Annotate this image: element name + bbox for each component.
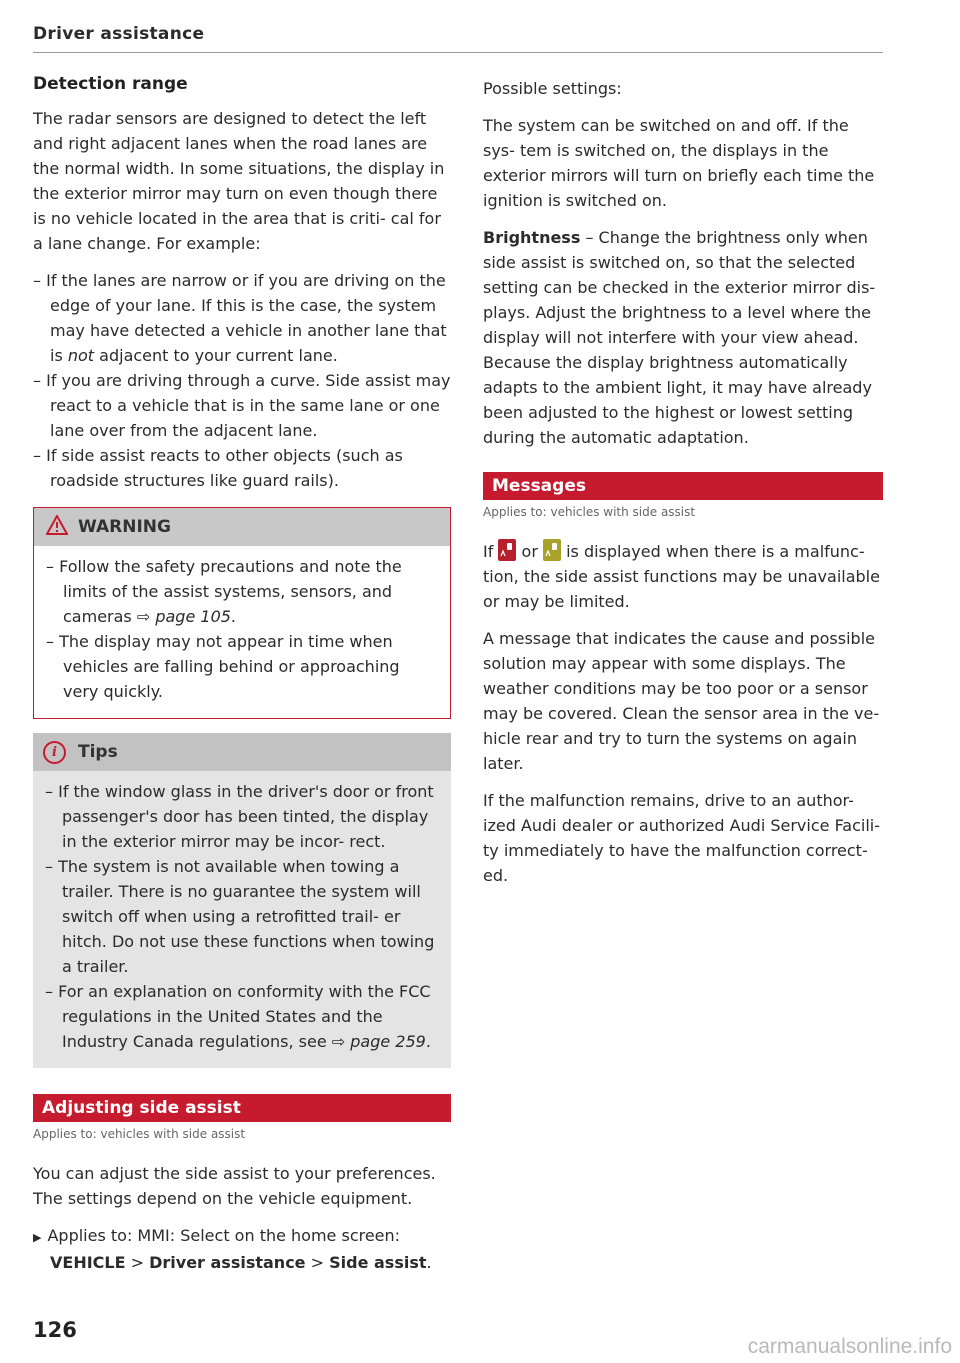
tips-box: [33, 733, 451, 1068]
tips-body: [33, 771, 451, 1068]
brightness-paragraph: Brightness – Change the brightness only when side assist is switched on, so that the selected setting can be checked in the exterior mirror dis- plays. Adjust the brightness to a level where the display will not interfere with your view ahead. Because the display brightness automatically adapts to the ambient light, it may have already been adjusted to the highest or lowest setting during the automatic adaptation.: [483, 228, 876, 447]
warning-title: WARNING: [78, 517, 171, 537]
warning-body: [34, 546, 450, 718]
list-item: – If you are driving through a curve. Side assist may react to a vehicle that is in the same lane or one lane over from the adjacent lane.: [33, 368, 451, 443]
page-reference-link[interactable]: ⇨ page 105: [136, 607, 231, 626]
system-paragraph: The system can be switched on and off. If the sys- tem is switched on, the displays in the exterior mirrors will turn on briefly each time the ignition is switched on.: [483, 116, 875, 210]
step-instruction: ▶ Applies to: MMI: Select on the home screen: VEHICLE > Driver assistance > Side assist.: [33, 1226, 432, 1272]
list-item: – Follow the safety precautions and note the limits of the assist systems, sensors, and cameras ⇨ page 105.: [46, 554, 438, 629]
left-column: [33, 74, 451, 1275]
brightness-label: Brightness: [483, 228, 581, 247]
detection-range-heading: Detection range: [33, 74, 188, 94]
side-assist-red-icon: [498, 539, 516, 561]
right-column: [483, 76, 883, 900]
warning-triangle-icon: [46, 515, 68, 540]
list-item: – The system is not available when towing a trailer. There is no guarantee the system will switch off when using a retrofitted trail- er hitch. Do not use these functions when towing a trailer.: [45, 854, 439, 979]
adjusting-side-assist-heading: Adjusting side assist: [33, 1094, 451, 1122]
applies-note: Applies to: vehicles with side assist: [33, 1127, 246, 1141]
side-assist-yellow-icon: [543, 539, 561, 561]
detection-range-paragraph: The radar sensors are designed to detect the left and right adjacent lanes when the road lanes are the normal width. In some situations, the display in the exterior mirror may turn on even though there is no vehicle located in the area that is criti- cal for a lane change. For example:: [33, 109, 445, 253]
messages-paragraph: If or is displayed when there is a malfunc- tion, the side assist functions may be unavailable or may be limited.: [483, 539, 883, 614]
list-item: – The display may not appear in time when vehicles are falling behind or approaching very quickly.: [46, 629, 438, 704]
malfunction-paragraph: If the malfunction remains, drive to an author- ized Audi dealer or authorized Audi Service Facili- ty immediately to have the malfunction correct- ed.: [483, 791, 881, 885]
messages-heading: Messages: [483, 472, 883, 500]
page-number: 126: [33, 1318, 77, 1342]
adjust-paragraph: You can adjust the side assist to your preferences. The settings depend on the vehicle equipment.: [33, 1164, 436, 1208]
tips-title: Tips: [78, 742, 118, 762]
list-item: – If side assist reacts to other objects (such as roadside structures like guard rails).: [33, 443, 451, 493]
menu-path-driver-assistance: Driver assistance: [149, 1253, 306, 1272]
menu-path-vehicle: VEHICLE: [50, 1253, 126, 1272]
info-icon: i: [43, 741, 66, 764]
detection-list: [33, 268, 451, 493]
list-item: – If the lanes are narrow or if you are driving on the edge of your lane. If this is the case, the system may have detected a vehicle in another lane that is not adjacent to your current lane.: [33, 268, 451, 368]
possible-settings-label: Possible settings:: [483, 79, 622, 98]
message-cause-paragraph: A message that indicates the cause and possible solution may appear with some displays. The weather conditions may be too poor or a sensor may be covered. Clean the sensor area in the ve- hicle rear and try to turn the systems on again later.: [483, 629, 880, 773]
tips-header: [33, 733, 451, 771]
step-arrow-icon: ▶: [33, 1231, 42, 1244]
warning-box: [33, 507, 451, 719]
page-header: [33, 24, 883, 53]
page-reference-link[interactable]: ⇨ page 259: [331, 1032, 426, 1051]
applies-note: Applies to: vehicles with side assist: [483, 505, 696, 519]
menu-path-side-assist: Side assist: [329, 1253, 427, 1272]
list-item: – If the window glass in the driver's door or front passenger's door has been tinted, the display in the exterior mirror may be incor- rect.: [45, 779, 439, 854]
section-title: Driver assistance: [33, 24, 205, 44]
list-item: – For an explanation on conformity with the FCC regulations in the United States and the Industry Canada regulations, see ⇨ page 259.: [45, 979, 439, 1054]
watermark: carmanualsonline.info: [747, 1335, 952, 1358]
warning-header: [34, 508, 450, 546]
